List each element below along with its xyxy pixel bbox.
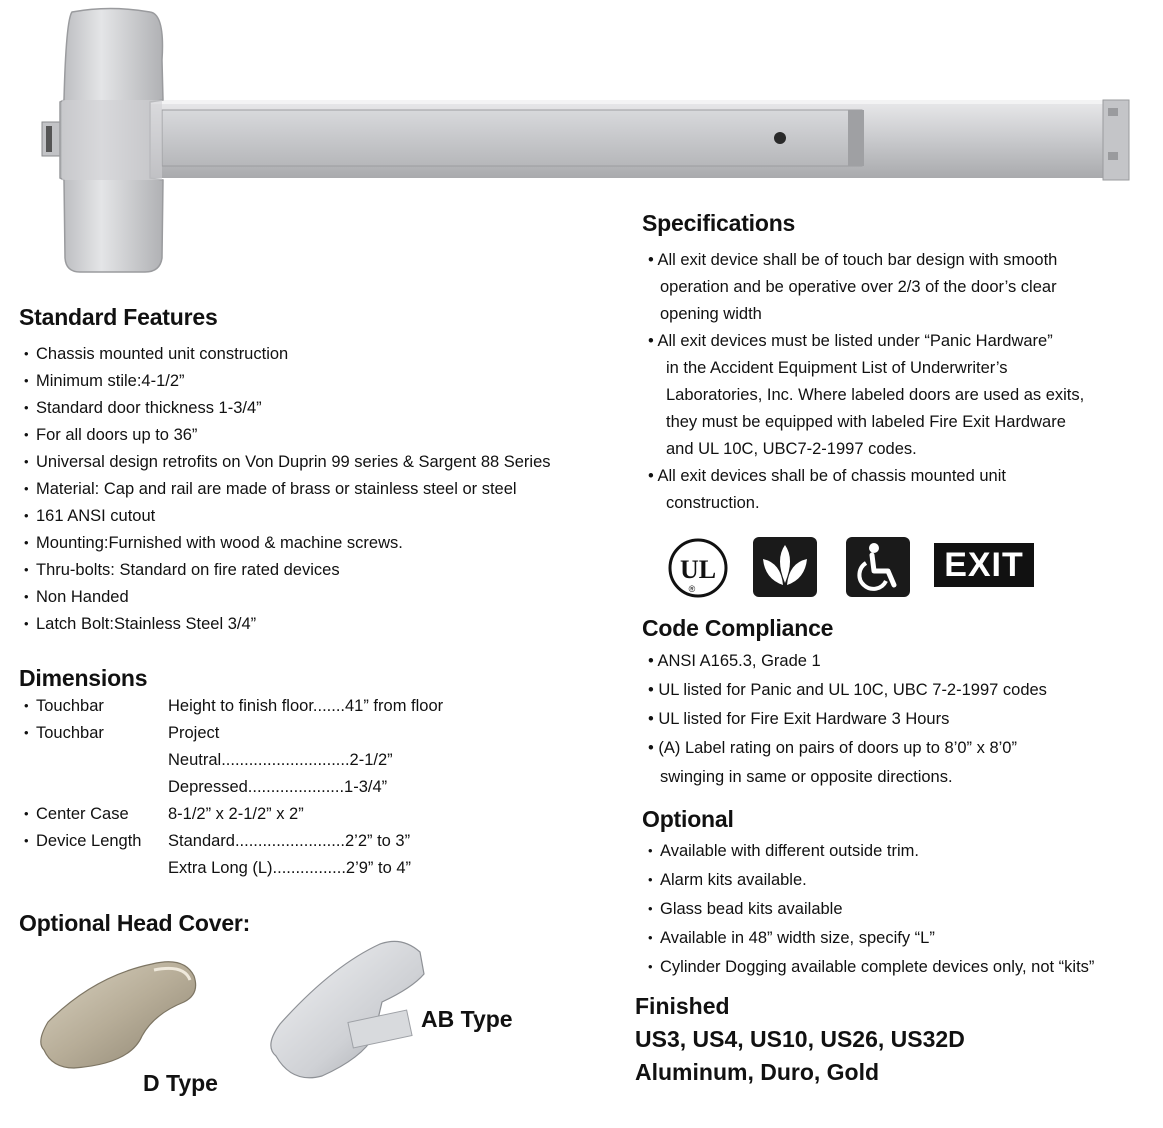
compliance-line: • UL listed for Fire Exit Hardware 3 Hours — [648, 710, 950, 728]
exit-sign-icon: EXIT — [934, 543, 1034, 587]
spec-line: and UL 10C, UBC7-2-1997 codes. — [666, 440, 917, 458]
dimension-value: Neutral............................2-1/2” — [168, 751, 393, 769]
code-compliance-title: Code Compliance — [642, 615, 834, 641]
dimension-value: Project — [168, 724, 220, 742]
d-type-label: D Type — [143, 1070, 218, 1096]
spec-line: construction. — [666, 494, 760, 512]
list-item: • Alarm kits available. — [648, 871, 807, 890]
spec-line: • All exit devices must be listed under “Panic Hardware” — [648, 332, 1053, 350]
dimension-value: Depressed.....................1-3/4” — [168, 778, 388, 796]
finished-codes: US3, US4, US10, US26, US32D — [635, 1026, 965, 1052]
spec-line: Laboratories, Inc. Where labeled doors are used as exits, — [666, 386, 1085, 404]
compliance-line: • UL listed for Panic and UL 10C, UBC 7-2-1997 codes — [648, 681, 1047, 699]
dimension-value: Standard........................2’2” to 3” — [168, 832, 411, 850]
specifications-title: Specifications — [642, 210, 796, 236]
dimension-label: • Device Length — [24, 832, 142, 851]
spec-line: in the Accident Equipment List of Underwriter’s — [666, 359, 1008, 377]
optional-title: Optional — [642, 806, 734, 832]
green-leaf-icon — [753, 537, 817, 597]
list-item: • Minimum stile:4-1/2” — [24, 372, 185, 391]
standard-features-title: Standard Features — [19, 304, 218, 330]
dimension-value: 8-1/2” x 2-1/2” x 2” — [168, 805, 304, 823]
list-item: • Available in 48” width size, specify “L” — [648, 929, 935, 948]
spec-line: they must be equipped with labeled Fire Exit Hardware — [666, 413, 1066, 431]
ab-type-label: AB Type — [421, 1006, 513, 1032]
compliance-line: swinging in same or opposite directions. — [660, 768, 953, 786]
dimensions-title: Dimensions — [19, 665, 148, 691]
list-item: • Thru-bolts: Standard on fire rated devices — [24, 561, 340, 580]
list-item: • Non Handed — [24, 588, 129, 607]
compliance-line: • ANSI A165.3, Grade 1 — [648, 652, 821, 670]
spec-line: operation and be operative over 2/3 of the door’s clear — [660, 278, 1057, 296]
ul-listed-icon — [666, 536, 730, 600]
list-item: • Available with different outside trim. — [648, 842, 919, 861]
d-type-cover-image — [34, 950, 204, 1080]
dimension-value: Height to finish floor.......41” from floor — [168, 697, 444, 715]
list-item: • Standard door thickness 1-3/4” — [24, 399, 262, 418]
head-cover-title: Optional Head Cover: — [19, 910, 251, 936]
list-item: • Material: Cap and rail are made of brass or stainless steel or steel — [24, 480, 517, 499]
svg-text:®: ® — [688, 584, 696, 594]
list-item: • Cylinder Dogging available complete devices only, not “kits” — [648, 958, 1094, 977]
list-item: • Glass bead kits available — [648, 900, 843, 919]
list-item: • Mounting:Furnished with wood & machine screws. — [24, 534, 403, 553]
accessibility-icon — [846, 537, 910, 597]
list-item: • For all doors up to 36” — [24, 426, 197, 445]
list-item: • Latch Bolt:Stainless Steel 3/4” — [24, 615, 256, 634]
finished-materials: Aluminum, Duro, Gold — [635, 1059, 880, 1085]
dimension-value: Extra Long (L)................2’9” to 4” — [168, 859, 412, 877]
spec-line: • All exit devices shall be of chassis mounted unit — [648, 467, 1006, 485]
dimension-label: • Touchbar — [24, 697, 104, 716]
list-item: • Universal design retrofits on Von Duprin 99 series & Sargent 88 Series — [24, 453, 551, 472]
svg-text:UL: UL — [679, 555, 717, 584]
list-item: • Chassis mounted unit construction — [24, 345, 288, 364]
spec-line: opening width — [660, 305, 762, 323]
dimension-label: • Touchbar — [24, 724, 104, 743]
finished-title: Finished — [635, 993, 730, 1019]
ab-type-cover-image — [262, 936, 432, 1086]
list-item: • 161 ANSI cutout — [24, 507, 155, 526]
compliance-line: • (A) Label rating on pairs of doors up to 8’0” x 8’0” — [648, 739, 1017, 757]
exit-device-image — [0, 0, 1163, 290]
spec-line: • All exit device shall be of touch bar design with smooth — [648, 251, 1058, 269]
dimension-label: • Center Case — [24, 805, 129, 824]
